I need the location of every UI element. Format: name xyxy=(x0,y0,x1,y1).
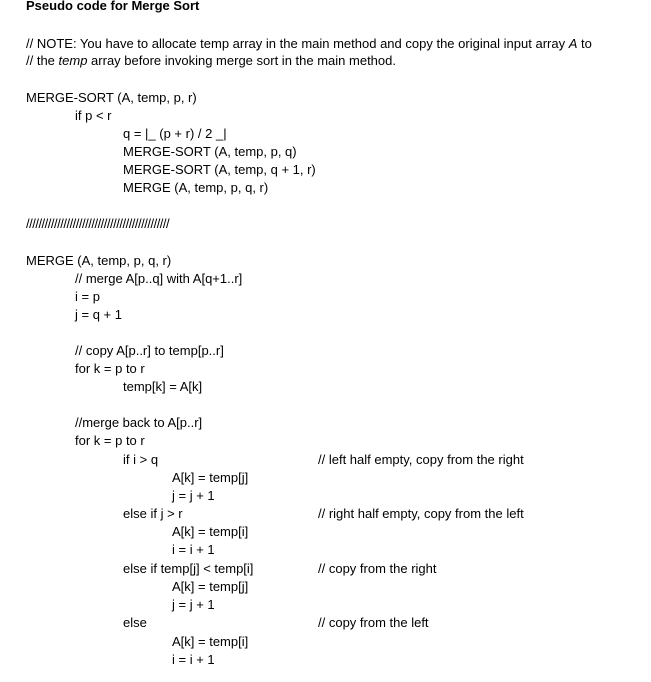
branch-comment: // left half empty, copy from the right xyxy=(318,452,524,467)
branch-comment: // copy from the left xyxy=(318,615,429,630)
note-line-1-italic: A xyxy=(568,36,578,51)
branch-statement: i = i + 1 xyxy=(172,542,215,557)
note-line-2 xyxy=(26,52,396,70)
copy-for-loop: for k = p to r xyxy=(75,361,145,376)
branch-condition: else if temp[j] < temp[i] xyxy=(123,561,254,576)
branch-condition: else if j > r xyxy=(123,506,183,521)
merge-back-for-loop: for k = p to r xyxy=(75,433,145,448)
branch-statement: j = j + 1 xyxy=(172,488,215,503)
merge-sort-header: MERGE-SORT (A, temp, p, r) xyxy=(26,90,197,105)
copy-comment: // copy A[p..r] to temp[p..r] xyxy=(75,343,224,358)
copy-body: temp[k] = A[k] xyxy=(123,379,203,394)
branch-comment: // right half empty, copy from the left xyxy=(318,506,524,521)
branch-statement: A[k] = temp[i] xyxy=(172,524,249,539)
merge-header: MERGE (A, temp, p, q, r) xyxy=(26,253,172,268)
document-title: Pseudo code for Merge Sort xyxy=(26,0,200,13)
branch-statement: A[k] = temp[i] xyxy=(172,634,249,649)
branch-condition: if i > q xyxy=(123,452,159,467)
merge-sort-body-line: MERGE-SORT (A, temp, p, q) xyxy=(123,144,297,159)
merge-sort-body-line: MERGE (A, temp, p, q, r) xyxy=(123,180,269,195)
note-line-2-italic: temp xyxy=(58,53,88,68)
branch-statement: i = i + 1 xyxy=(172,652,215,667)
branch-statement: A[k] = temp[j] xyxy=(172,470,249,485)
merge-sort-body-line: MERGE-SORT (A, temp, q + 1, r) xyxy=(123,162,316,177)
merge-init-j: j = q + 1 xyxy=(75,307,122,322)
merge-init-i: i = p xyxy=(75,289,100,304)
merge-sort-if: if p < r xyxy=(75,108,112,123)
note-line-1 xyxy=(26,35,592,53)
branch-condition: else xyxy=(123,615,147,630)
note-line-1-text: // NOTE: You have to allocate temp array in the main method and copy the original input array xyxy=(26,36,569,51)
note-line-2-suffix: array before invoking merge sort in the main method. xyxy=(87,53,396,68)
merge-sort-body-line: q = |_ (p + r) / 2 _| xyxy=(123,126,227,141)
merge-comment: // merge A[p..q] with A[q+1..r] xyxy=(75,271,243,286)
note-line-1-suffix: to xyxy=(577,36,592,51)
merge-back-comment: //merge back to A[p..r] xyxy=(75,415,203,430)
note-line-2-text: // the xyxy=(26,53,59,68)
branch-comment: // copy from the right xyxy=(318,561,437,576)
branch-statement: A[k] = temp[j] xyxy=(172,579,249,594)
section-separator: ////////////////////////////////////////////// xyxy=(26,216,170,231)
branch-statement: j = j + 1 xyxy=(172,597,215,612)
